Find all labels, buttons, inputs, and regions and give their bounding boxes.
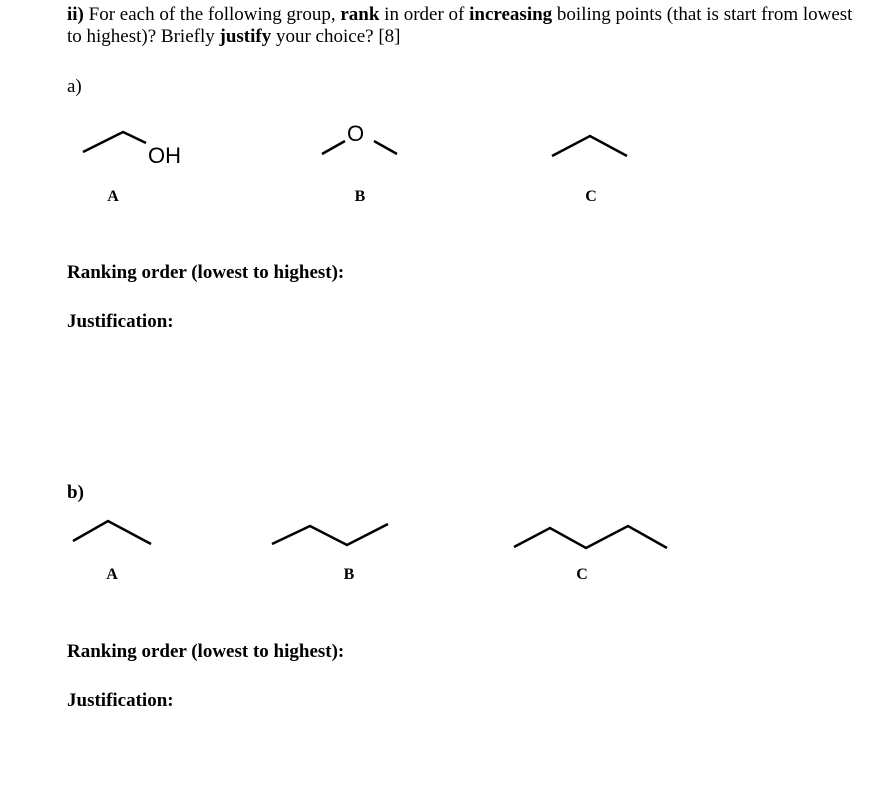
propanol-oh-atom: OH (148, 143, 181, 168)
question-number: ii) (67, 4, 84, 25)
question-text-part-4: your choice? [8] (271, 26, 401, 47)
b-pentane-skeleton (514, 526, 667, 548)
part-b-molecule-label-a: A (106, 566, 118, 583)
propanol-skeleton (83, 132, 146, 152)
ether-skeleton-left (322, 141, 345, 154)
question-keyword-rank: rank (340, 4, 380, 25)
question-text-part-1: For each of the following group, (83, 4, 341, 25)
question-text-part-3: boiling points (that is start from lowest to highest)? Briefly (67, 4, 853, 47)
part-a-molecule-label-c: C (585, 188, 597, 205)
b-butane-skeleton (272, 524, 388, 545)
question-keyword-increasing: increasing (469, 4, 553, 25)
ether-o-atom: O (347, 121, 365, 146)
part-a-label: a) (67, 76, 82, 97)
part-b-molecule-label-b: B (343, 566, 355, 583)
part-a-molecule-label-b: B (354, 188, 366, 205)
propane-skeleton (552, 136, 627, 156)
part-a-molecule-label-a: A (107, 188, 119, 205)
part-b-justification-label: Justification: (67, 690, 174, 711)
b-propane-skeleton (73, 521, 151, 544)
question-keyword-justify: justify (219, 26, 272, 47)
part-b-molecule-label-c: C (576, 566, 588, 583)
part-b-ranking-label: Ranking order (lowest to highest): (67, 641, 345, 662)
question-text-part-2: in order of (379, 4, 470, 25)
part-a-justification-label: Justification: (67, 311, 174, 332)
part-b-label: b) (67, 482, 84, 503)
part-a-ranking-label: Ranking order (lowest to highest): (67, 262, 345, 283)
ether-skeleton-right (374, 141, 397, 154)
